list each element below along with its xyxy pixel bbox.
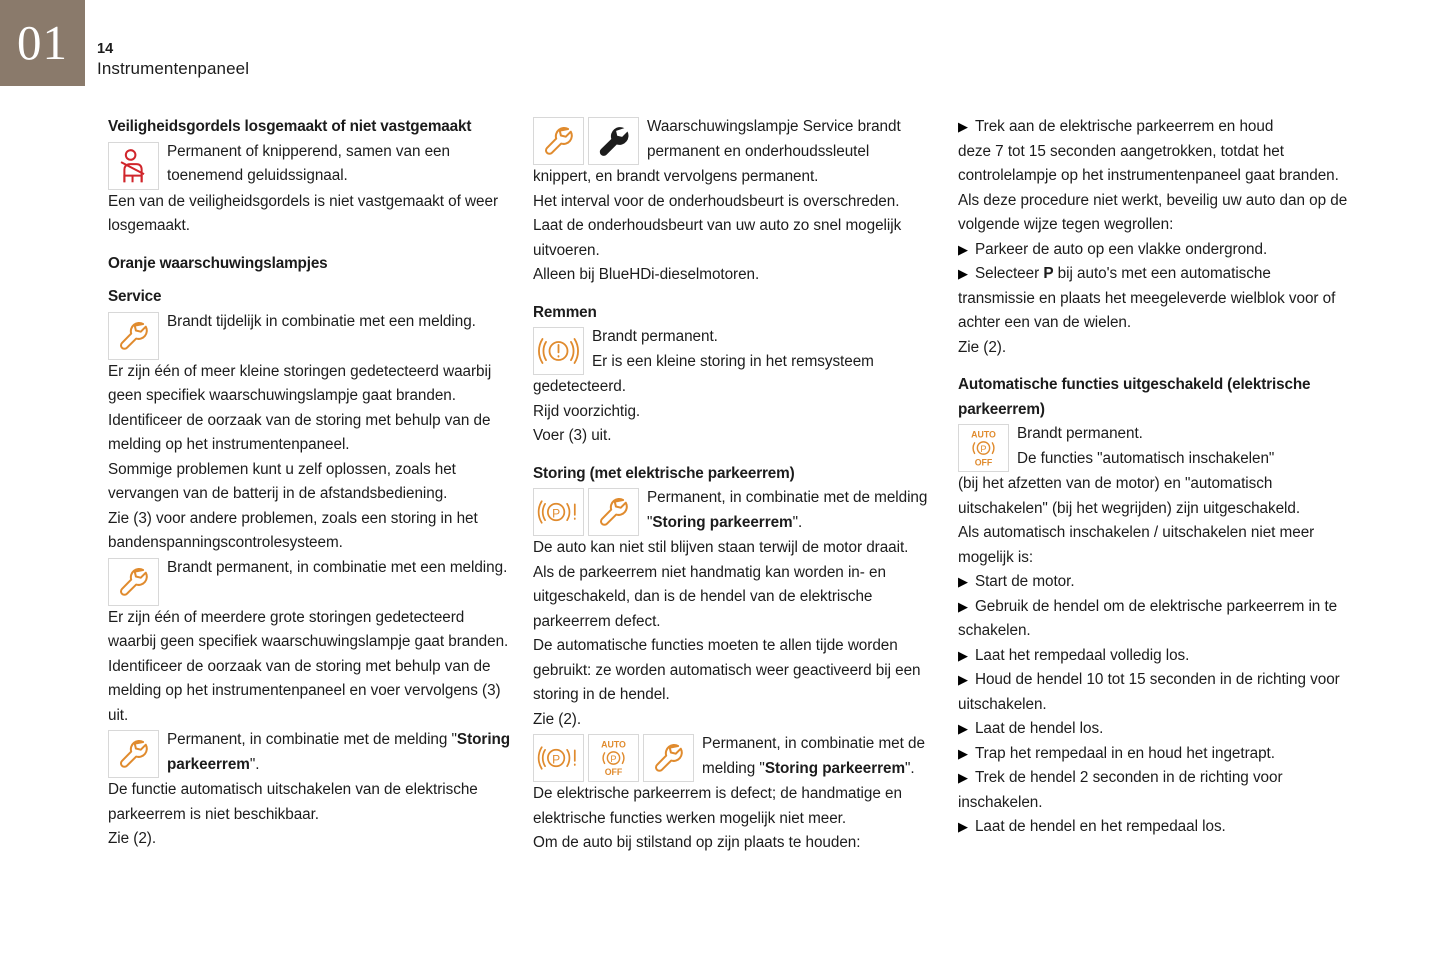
auto-icon-text-a: Brandt permanent. — [1017, 425, 1143, 442]
list-item — [958, 766, 1361, 815]
auto-parking-brake-off-icon — [588, 734, 639, 782]
service2-body-b: Identificeer de oorzaak van de storing met behulp van de melding op het instrumentenpaneel en voer vervolgens (3) uit. — [108, 657, 501, 724]
remmen-icon-text — [533, 325, 936, 374]
heading-storing: Storing (met elektrische parkeerrem) — [533, 464, 795, 482]
storing2-body-a: De elektrische parkeerrem is defect; de handmatige en elektrische functies werken mogelijk niet meer. — [533, 785, 902, 827]
auto-body-b: Als automatisch inschakelen / uitschakelen niet meer mogelijk is: — [958, 524, 1315, 566]
wrench-orange-icon — [588, 488, 639, 536]
seatbelt-body: Een van de veiligheidsgordels is niet vastgemaakt of weer losgemaakt. — [108, 192, 498, 234]
chapter-number-box: 01 — [0, 0, 85, 86]
bullet3-continuation: transmissie en plaats het meegeleverde wielblok voor of achter een van de wielen. — [958, 289, 1336, 331]
storing1-text-pre: Permanent, in combinatie met de melding " — [647, 489, 928, 531]
remmen-icon-text-b: Er is een kleine storing in het remsysteem — [592, 352, 874, 370]
heading-auto-functions: Automatische functies uitgeschakeld (elektrische parkeerrem) — [958, 376, 1311, 418]
icon-group — [958, 424, 1009, 472]
list-item — [958, 570, 1361, 595]
list-item-label: Laat het rempedaal volledig los. — [974, 646, 1190, 664]
bullet-triangle-icon: ▶ — [958, 241, 968, 257]
column-2 — [533, 115, 936, 856]
parking-brake-fault-icon — [533, 734, 584, 782]
icon-group — [108, 312, 159, 360]
storing1-body-d: Zie (2). — [533, 710, 582, 728]
service3-icon-block — [108, 728, 511, 778]
storing2-text-bold: Storing parkeerrem — [764, 759, 906, 777]
heading-remmen: Remmen — [533, 303, 597, 321]
seatbelt-icon-block — [108, 140, 511, 190]
service3-text-bold: Storing parkeerrem — [167, 731, 511, 773]
remmen-body-b: Rijd voorzichtig. — [533, 402, 641, 420]
service3-body-b: Zie (2). — [108, 830, 157, 847]
parking-brake-fault-icon — [533, 488, 584, 536]
column3-body-a: Als deze procedure niet werkt, beveilig uw auto dan op de volgende wijze tegen wegrollen: — [958, 191, 1348, 233]
list-item-label — [975, 265, 1271, 282]
wrench-orange-icon — [108, 312, 159, 360]
storing2-icon-block — [533, 732, 936, 782]
column3-body-b: Zie (2). — [958, 338, 1007, 356]
service3-body-a: De functie automatisch uitschakelen van de elektrische parkeerrem is niet beschikbaar. — [108, 781, 478, 823]
bullet-triangle-icon: ▶ — [958, 574, 968, 589]
svg-text:OFF: OFF — [604, 767, 623, 778]
list-item-label: Trek aan de elektrische parkeerrem en houd — [974, 118, 1274, 135]
storing2-text-post: ". — [905, 759, 915, 777]
wrench-orange-icon — [533, 117, 584, 165]
service3-text-post: ". — [249, 755, 260, 773]
bullet-triangle-icon: ▶ — [958, 119, 968, 134]
service1-body-d: Zie (3) voor andere problemen, zoals een storing in het bandenspanningscontrolesysteem. — [108, 509, 478, 551]
list-item — [958, 815, 1361, 840]
svg-text:P: P — [610, 753, 617, 764]
icon-group — [533, 327, 584, 375]
storing1-icon-block — [533, 486, 936, 536]
storing1-body-a: De auto kan niet stil blijven staan terwijl de motor draait. — [533, 539, 909, 556]
heading-orange-lamps: Oranje waarschuwingslampjes — [108, 254, 328, 272]
service1-body-c: Sommige problemen kunt u zelf oplossen, zoals het vervangen van de batterij in de afstandsbediening. — [108, 460, 456, 502]
bullet3-pre: Selecteer — [974, 265, 1044, 282]
service4-body-d: Alleen bij BlueHDi-dieselmotoren. — [533, 266, 760, 283]
service4-body-a: knippert, en brandt vervolgens permanent. — [533, 168, 819, 185]
list-item-label: Trek de hendel 2 seconden in de richting voor inschakelen. — [958, 769, 1283, 811]
service1-body-b: Identificeer de oorzaak van de storing met behulp van de melding op het instrumentenpaneel. — [108, 411, 491, 453]
storing1-text-post: ". — [792, 513, 803, 531]
remmen-icon-text-a: Brandt permanent. — [592, 328, 718, 345]
wrench-orange-icon — [108, 730, 159, 778]
storing1-body-b: Als de parkeerrem niet handmatig kan worden in- en uitgeschakeld, dan is de hendel van de elektrische parkeerrem defect. — [533, 563, 886, 630]
list-item-label: Trap het rempedaal in en houd het ingetrapt. — [974, 744, 1275, 762]
icon-group — [533, 117, 639, 165]
service2-icon-block — [108, 556, 511, 606]
page-title: Instrumentenpaneel — [97, 59, 250, 78]
service1-icon-block — [108, 310, 511, 360]
svg-text:OFF: OFF — [974, 457, 993, 468]
storing1-text-bold: Storing parkeerrem — [652, 513, 793, 531]
remmen-body-a: gedetecteerd. — [533, 378, 626, 395]
service1-body-a: Er zijn één of meer kleine storingen gedetecteerd waarbij geen specifiek waarschuwingslampje gaat branden. — [108, 362, 492, 404]
service2-icon-text: Brandt permanent, in combinatie met een melding. — [167, 558, 508, 576]
service4-body-c: Laat de onderhoudsbeurt van uw auto zo snel mogelijk uitvoeren. — [533, 217, 902, 259]
auto-icon-block — [958, 422, 1361, 472]
auto-icon-text-b: De functies "automatisch inschakelen" — [1017, 449, 1275, 467]
bullet-triangle-icon: ▶ — [958, 819, 968, 834]
svg-text:AUTO: AUTO — [601, 739, 626, 750]
icon-group — [533, 734, 694, 782]
list-item — [958, 595, 1361, 644]
bullet-triangle-icon: ▶ — [958, 770, 968, 785]
list-item-label: Laat de hendel en het rempedaal los. — [974, 818, 1226, 835]
bullet-triangle-icon: ▶ — [958, 745, 968, 761]
remmen-body-c: Voer (3) uit. — [533, 427, 612, 444]
wrench-orange-icon — [108, 558, 159, 606]
auto-parking-brake-off-icon — [958, 424, 1009, 472]
bullet-triangle-icon: ▶ — [958, 598, 968, 614]
bullet1-continuation: deze 7 tot 15 seconden aangetrokken, totdat het controlelampje op het instrumentenpaneel gaat branden. — [958, 142, 1339, 184]
svg-text:P: P — [980, 443, 987, 454]
wrench-black-icon — [588, 117, 639, 165]
service4-body-b: Het interval voor de onderhoudsbeurt is overschreden. — [533, 192, 900, 210]
svg-text:P: P — [552, 752, 561, 767]
header-text — [97, 41, 249, 79]
list-item — [958, 742, 1361, 767]
list-item — [958, 238, 1361, 263]
service4-icon-text: Waarschuwingslampje Service brandt permanent en onderhoudssleutel — [647, 118, 901, 160]
list-item — [958, 717, 1361, 742]
service2-body-a: Er zijn één of meerdere grote storingen gedetecteerd waarbij geen specifiek waarschuwingslampje gaat branden. — [108, 608, 509, 650]
heading-seatbelt: Veiligheidsgordels losgemaakt of niet vastgemaakt — [108, 118, 472, 135]
page-header — [0, 0, 1445, 92]
list-item-label: Parkeer de auto op een vlakke ondergrond. — [974, 240, 1268, 258]
seatbelt-warning-icon — [108, 142, 159, 190]
icon-group — [108, 730, 159, 778]
list-item-label: Gebruik de hendel om de elektrische parkeerrem in te schakelen. — [958, 597, 1338, 639]
bullet3-post: bij auto's met een automatische — [1053, 265, 1271, 282]
service1-icon-text: Brandt tijdelijk in combinatie met een melding. — [167, 312, 476, 330]
list-item-label: Start de motor. — [974, 573, 1075, 590]
auto-icon-text — [958, 422, 1361, 471]
list-item-label: Laat de hendel los. — [974, 720, 1104, 737]
seatbelt-icon-text: Permanent of knipperend, samen van een toenemend geluidssignaal. — [167, 142, 450, 184]
bullet-triangle-icon: ▶ — [958, 647, 968, 663]
list-item — [958, 668, 1361, 717]
auto-body-a: (bij het afzetten van de motor) en "automatisch uitschakelen" (bij het wegrijden) zijn uitgeschakeld. — [958, 475, 1301, 517]
svg-text:P: P — [552, 506, 561, 521]
bullet-triangle-icon: ▶ — [958, 266, 968, 281]
page-number: 14 — [97, 41, 114, 57]
service3-text-pre: Permanent, in combinatie met de melding " — [167, 731, 457, 748]
icon-group — [533, 488, 639, 536]
wrench-orange-icon — [643, 734, 694, 782]
svg-text:AUTO: AUTO — [971, 429, 996, 440]
bullet3-bold: P — [1043, 265, 1054, 282]
storing1-body-c: De automatische functies moeten te allen tijde worden gebruikt: ze worden automatisch weer geactiveerd bij een storing in de hendel. — [533, 637, 921, 703]
list-item-label: Houd de hendel 10 tot 15 seconden in de richting voor uitschakelen. — [958, 671, 1340, 713]
icon-group — [108, 558, 159, 606]
service4-icon-block — [533, 115, 936, 165]
icon-group — [108, 142, 159, 190]
list-item — [958, 262, 1361, 287]
service3-icon-text — [108, 728, 511, 777]
bullet-triangle-icon: ▶ — [958, 721, 968, 736]
brake-warning-icon — [533, 327, 584, 375]
column-1 — [108, 115, 511, 852]
heading-service: Service — [108, 288, 162, 305]
list-item — [958, 644, 1361, 669]
storing2-body-b: Om de auto bij stilstand op zijn plaats te houden: — [533, 834, 861, 851]
list-item — [958, 115, 1361, 140]
column-3 — [958, 115, 1361, 840]
remmen-icon-block — [533, 325, 936, 375]
bullet-triangle-icon: ▶ — [958, 672, 968, 687]
storing2-text-pre: Permanent, in combinatie met de melding " — [702, 735, 925, 777]
